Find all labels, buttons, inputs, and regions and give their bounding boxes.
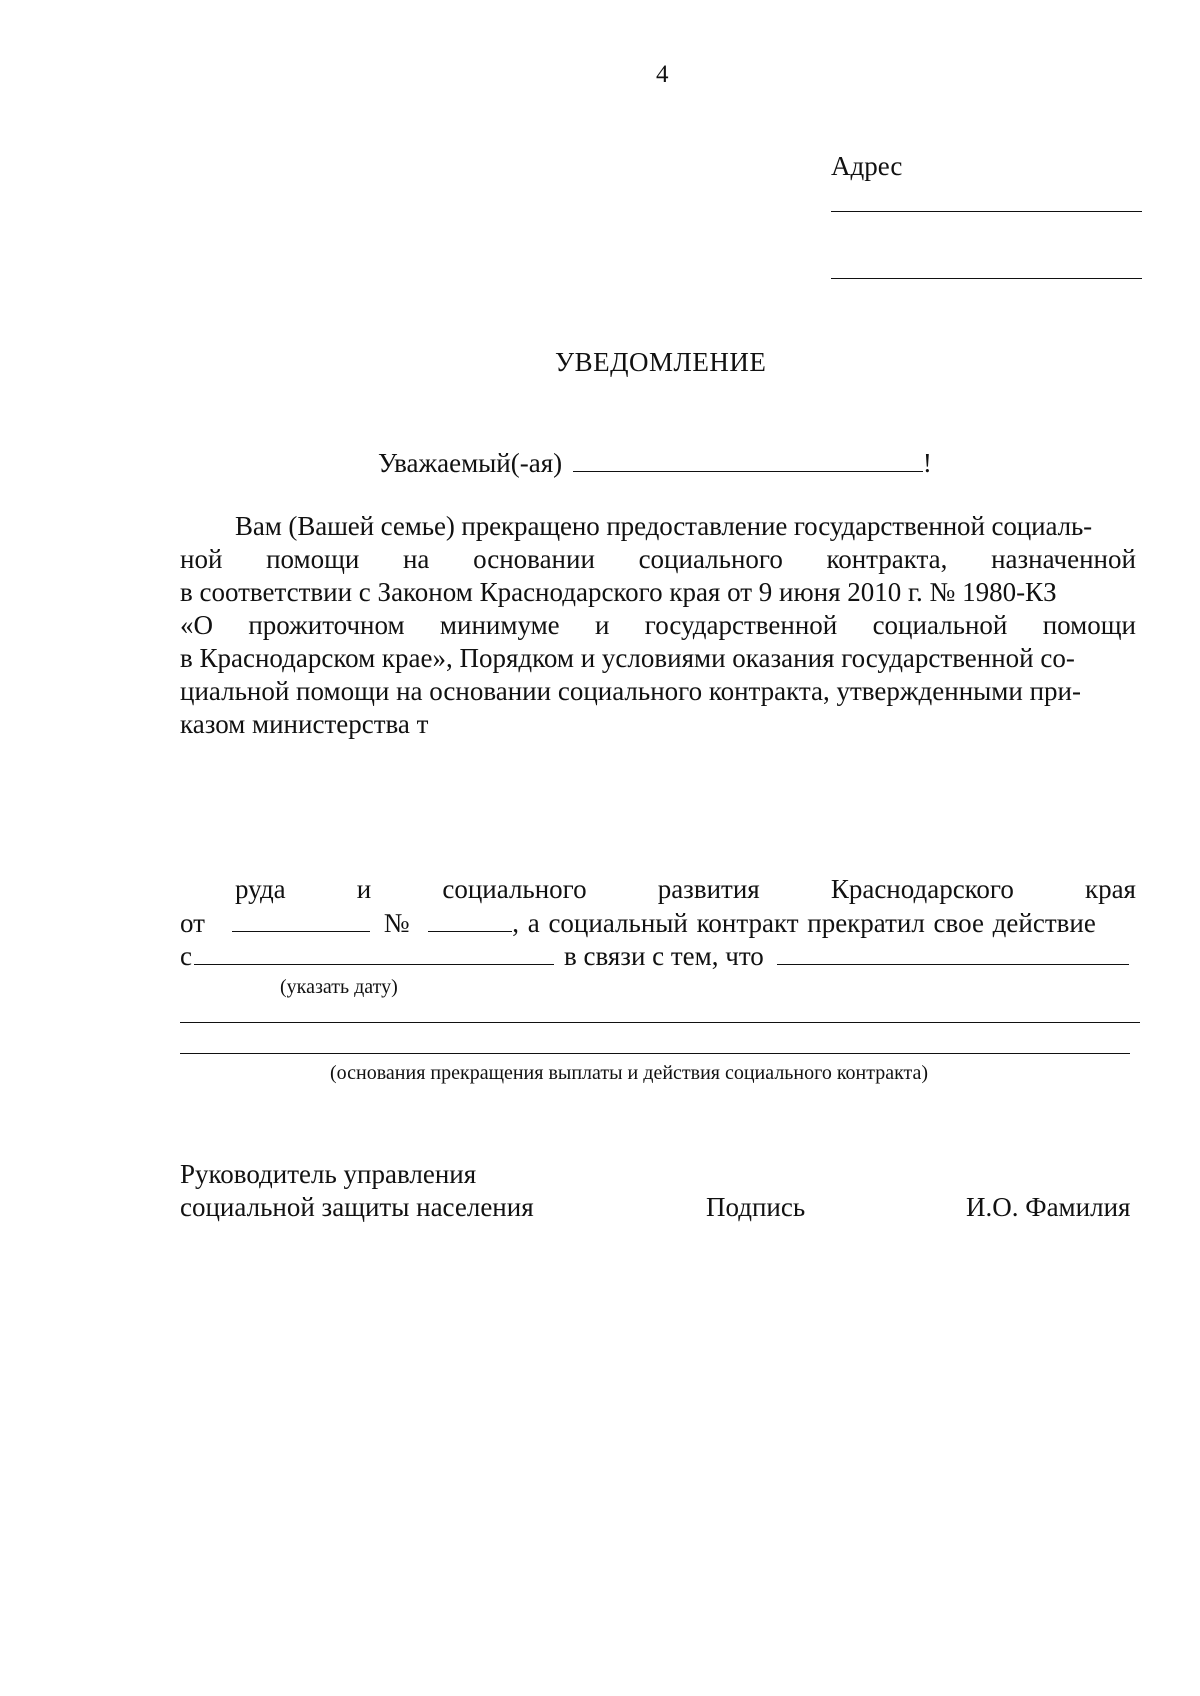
end-date-blank: [194, 939, 554, 965]
greeting-suffix: !: [922, 448, 932, 478]
word: социального: [638, 544, 783, 574]
word: назначенной: [991, 544, 1136, 574]
paragraph2-line2-rest: , а социальный контракт прекратил свое действие: [512, 908, 1096, 938]
reason-prefix: в связи с тем, что: [563, 941, 764, 971]
word: края: [1084, 874, 1136, 904]
word: помощи: [266, 544, 360, 574]
address-label: Адрес: [831, 151, 903, 181]
word: социального: [442, 874, 587, 904]
address-line-2: [831, 278, 1142, 279]
signature-position-line2: социальной защиты населения: [180, 1192, 534, 1222]
word: развития: [657, 874, 760, 904]
reason-blank-inline: [777, 939, 1129, 965]
order-number-blank: [428, 906, 512, 932]
word: государственной: [644, 610, 838, 640]
number-sign: №: [383, 908, 410, 938]
reason-hint: (основания прекращения выплаты и действия социального контракта): [330, 1062, 929, 1084]
paragraph1-line2: [180, 543, 1136, 576]
word: прожиточном: [248, 610, 405, 640]
word: помощи: [1042, 610, 1136, 640]
reason-line-1: [180, 1022, 1140, 1023]
document-title: УВЕДОМЛЕНИЕ: [555, 347, 767, 377]
word: и: [356, 874, 372, 904]
word: ной: [180, 544, 223, 574]
word: минимуме: [439, 610, 560, 640]
greeting: [378, 446, 932, 480]
word: и: [595, 610, 610, 640]
paragraph1-line3: в соответствии с Законом Краснодарского края от 9 июня 2010 г. № 1980-КЗ: [180, 577, 1057, 607]
paragraph1-line6: циальной помощи на основании социального контракта, утвержденными при-: [180, 676, 1081, 706]
word: руда: [235, 874, 286, 904]
paragraph1-line5: в Краснодарском крае», Порядком и условиями оказания государственной со-: [180, 643, 1075, 673]
paragraph1-line1: Вам (Вашей семье) прекращено предоставление государственной социаль-: [235, 511, 1093, 541]
paragraph2-line1: [235, 873, 1136, 906]
recipient-name-blank: [573, 446, 923, 472]
word: социальной: [872, 610, 1008, 640]
word: на: [402, 544, 430, 574]
word: контракта,: [826, 544, 948, 574]
greeting-prefix: Уважаемый(-ая): [378, 448, 563, 478]
page-number: 4: [656, 61, 669, 88]
address-line-1: [831, 211, 1142, 212]
date-hint: (указать дату): [280, 976, 398, 998]
signature-name: И.О. Фамилия: [966, 1192, 1131, 1222]
paragraph2-line2: [180, 906, 1096, 940]
signature-position-line1: Руководитель управления: [180, 1159, 477, 1189]
since-label: с: [180, 941, 192, 971]
reason-line-2: [180, 1053, 1130, 1054]
signature-label: Подпись: [706, 1192, 806, 1222]
word: Краснодарского: [830, 874, 1014, 904]
order-date-blank: [232, 906, 370, 932]
from-label: от: [180, 908, 205, 938]
paragraph1-line7: казом министерства т: [180, 709, 429, 739]
word: «О: [180, 610, 213, 640]
paragraph2-line3: [180, 939, 1129, 973]
word: основании: [473, 544, 595, 574]
paragraph1-line4: [180, 609, 1136, 642]
